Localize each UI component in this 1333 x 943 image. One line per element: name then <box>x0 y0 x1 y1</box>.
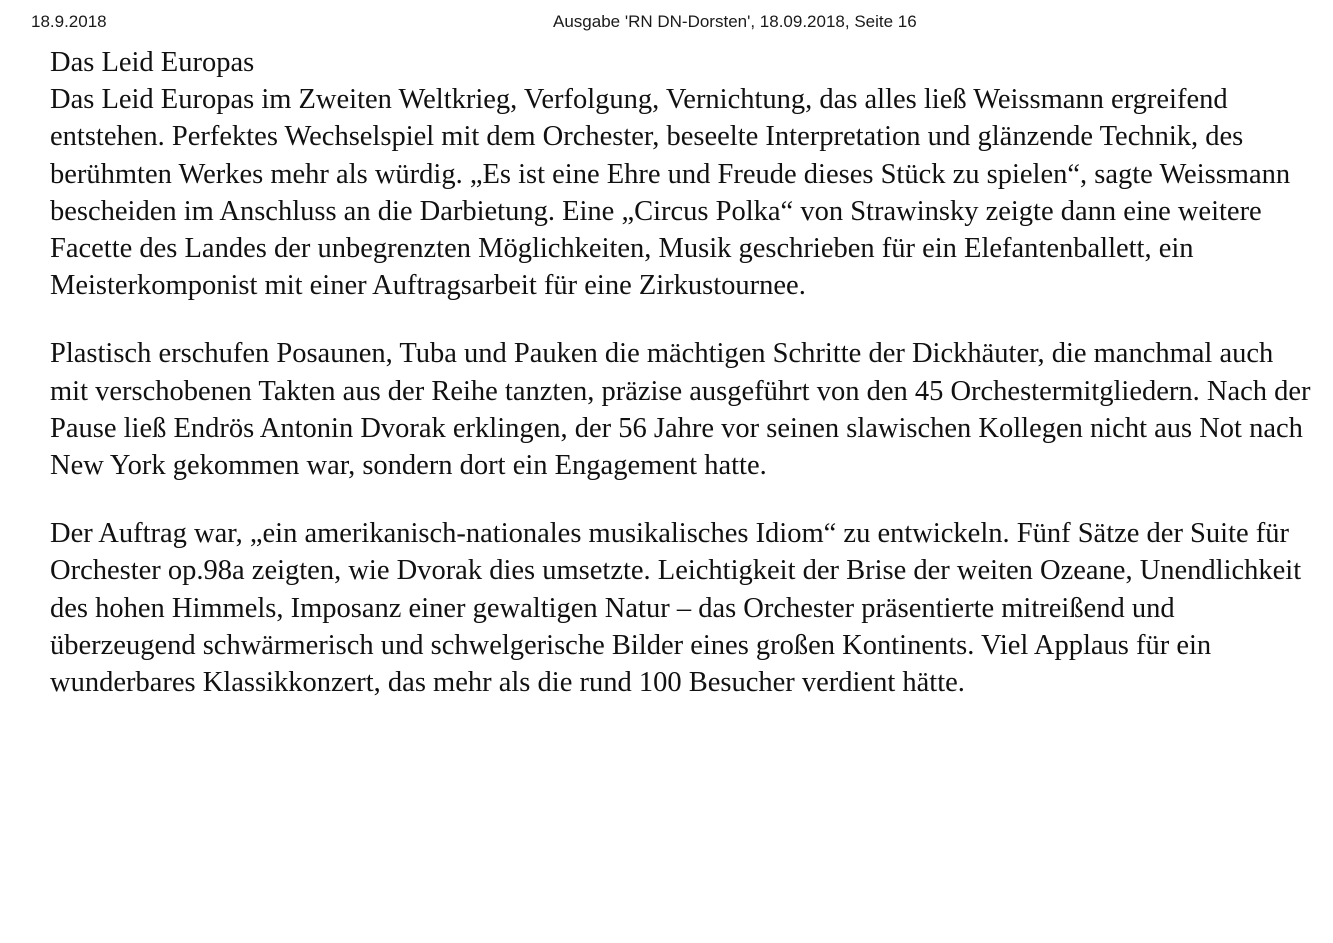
article-body <box>50 44 1312 732</box>
edition-info: Ausgabe 'RN DN-Dorsten', 18.09.2018, Seite 16 <box>553 12 917 31</box>
article-paragraph-3: Der Auftrag war, „ein amerikanisch-nationales musikalisches Idiom“ zu entwickeln. Fünf Sätze der Suite für Orchester op.98a zeigten, wie Dvorak dies umsetzte. Leichtigkeit der Brise der weiten Ozeane, Unendlichkeit des hohen Himmels, Imposanz einer gewaltigen Natur – das Orchester präsentierte mitreißend und überzeugend schwärmerisch und schwelgerische Bilder eines großen Kontinents. Viel Applaus für ein wunderbares Klassikkonzert, das mehr als die rund 100 Besucher verdient hätte. <box>50 518 1302 699</box>
page-header <box>0 10 1333 36</box>
article-paragraph-2: Plastisch erschufen Posaunen, Tuba und Pauken die mächtigen Schritte der Dickhäuter, die manchmal auch mit verschobenen Takten aus der Reihe tanzten, präzise ausgeführt von den 45 Orchestermitgliedern. Nach der Pause ließ Endrös Antonin Dvorak erklingen, der 56 Jahre vor seinen slawischen Kollegen nicht aus Not nach New York gekommen war, sondern dort ein Engagement hatte. <box>50 338 1311 482</box>
article-headline: Das Leid Europas <box>50 47 255 78</box>
print-date: 18.9.2018 <box>31 12 107 31</box>
article-paragraph-1: Das Leid Europas im Zweiten Weltkrieg, Verfolgung, Vernichtung, das alles ließ Weissmann ergreifend entstehen. Perfektes Wechselspiel mit dem Orchester, beseelte Interpretation und glänzende Technik, des berühmten Werkes mehr als würdig. „Es ist eine Ehre und Freude dieses Stück zu spielen“, sagte Weissmann bescheiden im Anschluss an die Darbietung. Eine „Circus Polka“ von Strawinsky zeigte dann eine weitere Facette des Landes der unbegrenzten Möglichkeiten, Musik geschrieben für ein Elefantenballett, ein Meisterkomponist mit einer Auftragsarbeit für eine Zirkustournee. <box>50 84 1291 302</box>
